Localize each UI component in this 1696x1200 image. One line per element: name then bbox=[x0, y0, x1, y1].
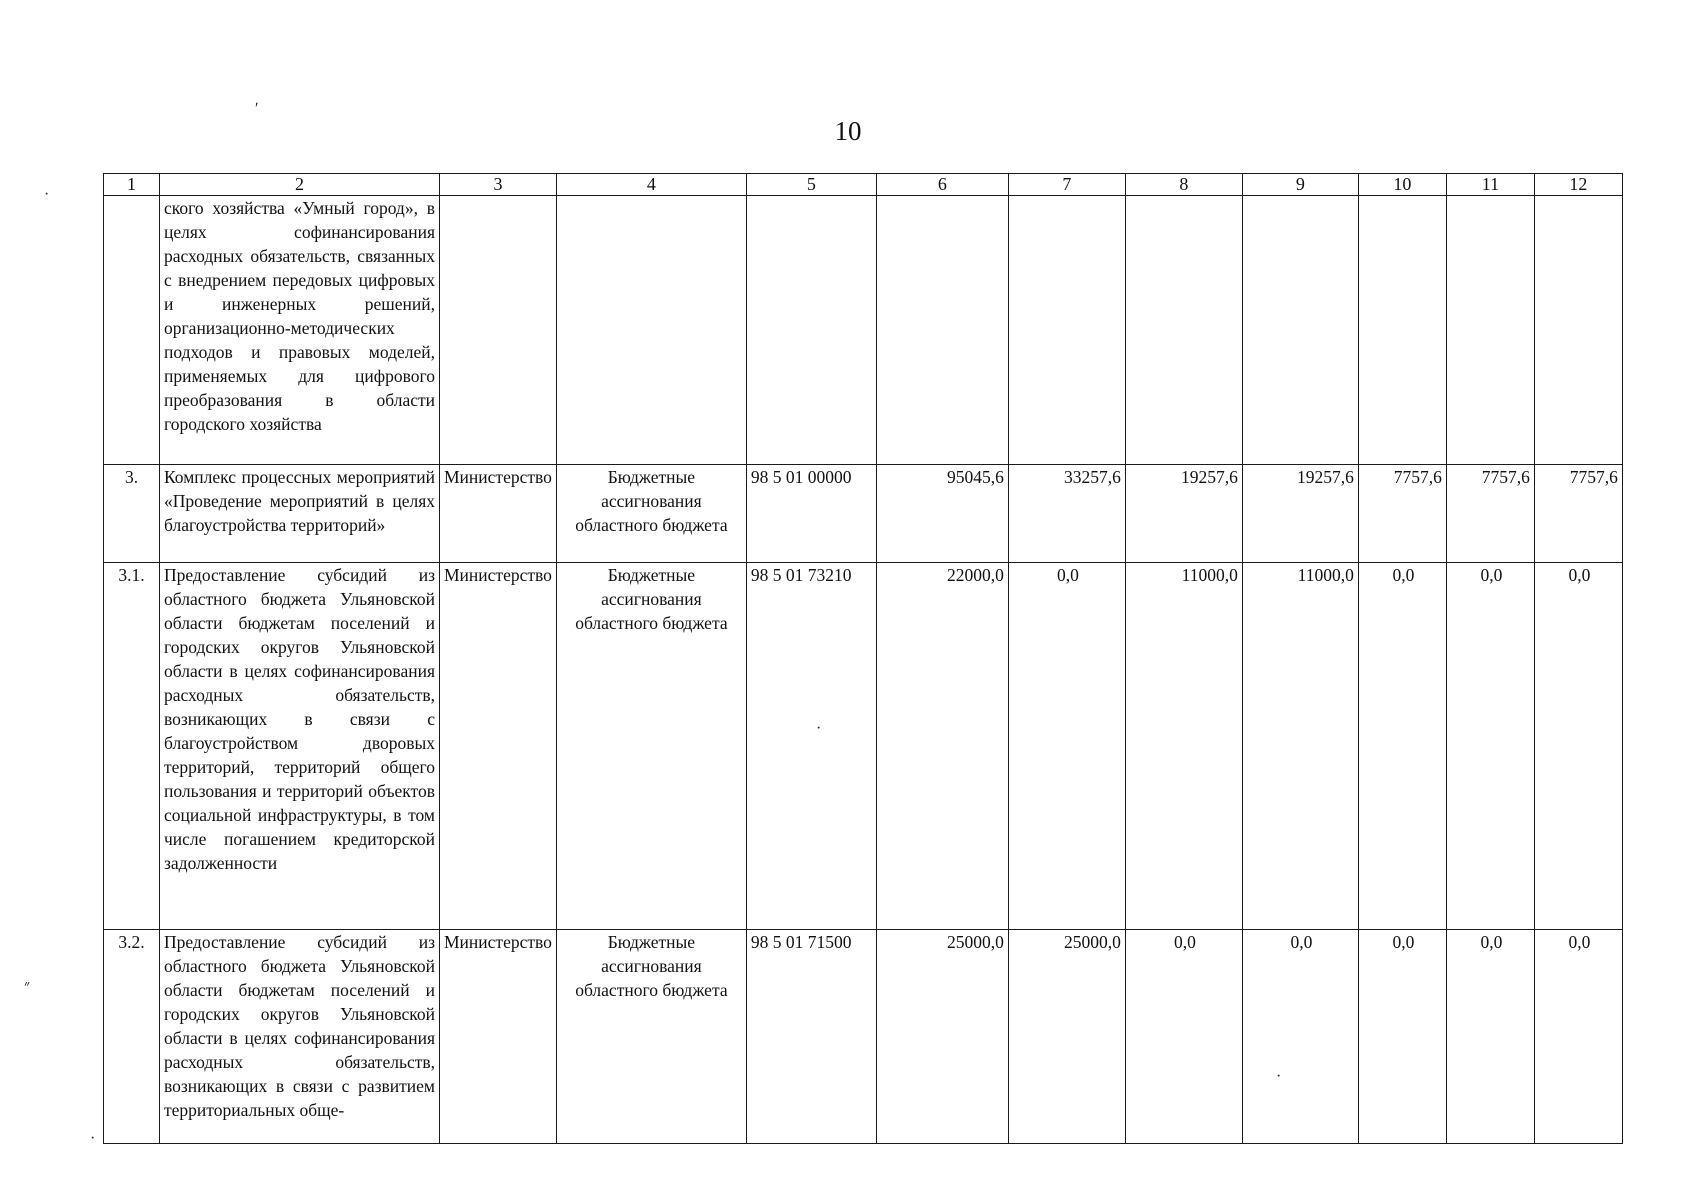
table-row bbox=[104, 465, 1623, 563]
row-value-col8 bbox=[1125, 196, 1242, 465]
row-value-col12: 0,0 bbox=[1534, 563, 1622, 930]
row-value-col9: 19257,6 bbox=[1242, 465, 1358, 563]
row-funding-source: Бюджетные ассигнования областного бюджета bbox=[556, 563, 746, 930]
row-value-col6: 25000,0 bbox=[876, 930, 1008, 1144]
row-executor: Министерство bbox=[440, 465, 557, 563]
row-value-col6: 95045,6 bbox=[876, 465, 1008, 563]
row-funding-source: Бюджетные ассигнования областного бюджета bbox=[556, 930, 746, 1144]
row-budget-code bbox=[746, 196, 876, 465]
row-value-col10 bbox=[1358, 196, 1446, 465]
col-header-10: 10 bbox=[1358, 174, 1446, 196]
row-value-col12: 0,0 bbox=[1534, 930, 1622, 1144]
row-number: 3.2. bbox=[104, 930, 160, 1144]
scan-speck: · bbox=[1276, 1068, 1282, 1085]
row-value-col7 bbox=[1008, 196, 1125, 465]
row-budget-code: 98 5 01 00000 bbox=[746, 465, 876, 563]
row-description: Предоставление субсидий из областного бюджета Ульяновской области бюджетам поселений и городских округов Ульяновской области в целях софинансирования расходных обязательств, возникающих в связи с развитием территориальных обще- bbox=[160, 930, 440, 1144]
row-description: ского хозяйства «Умный город», в целях софинансирования расходных обязательств, связанных с внедрением передовых цифровых и инженерных решений, организационно-методических подходов и правовых моделей, применяемых для цифрового преобразования в области городского хозяйства bbox=[160, 196, 440, 465]
row-value-col9: 11000,0 bbox=[1242, 563, 1358, 930]
col-header-3: 3 bbox=[440, 174, 557, 196]
row-description: Комплекс процессных мероприятий «Проведение мероприятий в целях благоустройства территорий» bbox=[160, 465, 440, 563]
row-value-col12 bbox=[1534, 196, 1622, 465]
row-executor: Министерство bbox=[440, 563, 557, 930]
row-number: 3. bbox=[104, 465, 160, 563]
row-value-col8: 19257,6 bbox=[1125, 465, 1242, 563]
row-value-col10: 0,0 bbox=[1358, 930, 1446, 1144]
row-value-col11: 7757,6 bbox=[1446, 465, 1534, 563]
col-header-12: 12 bbox=[1534, 174, 1622, 196]
table-row bbox=[104, 930, 1623, 1144]
row-funding-source: Бюджетные ассигнования областного бюджета bbox=[556, 465, 746, 563]
scan-speck: · bbox=[816, 720, 822, 737]
col-header-6: 6 bbox=[876, 174, 1008, 196]
row-executor: Министерство bbox=[440, 930, 557, 1144]
row-budget-code: 98 5 01 73210 bbox=[746, 563, 876, 930]
row-executor bbox=[440, 196, 557, 465]
row-value-col7: 25000,0 bbox=[1008, 930, 1125, 1144]
col-header-1: 1 bbox=[104, 174, 160, 196]
row-value-col12: 7757,6 bbox=[1534, 465, 1622, 563]
col-header-4: 4 bbox=[556, 174, 746, 196]
col-header-5: 5 bbox=[746, 174, 876, 196]
row-value-col6: 22000,0 bbox=[876, 563, 1008, 930]
row-value-col10: 0,0 bbox=[1358, 563, 1446, 930]
row-value-col7: 33257,6 bbox=[1008, 465, 1125, 563]
col-header-11: 11 bbox=[1446, 174, 1534, 196]
budget-table bbox=[103, 173, 1623, 1144]
column-number-row bbox=[104, 174, 1623, 196]
row-value-col11: 0,0 bbox=[1446, 563, 1534, 930]
row-value-col6 bbox=[876, 196, 1008, 465]
scan-speck: ״ bbox=[24, 978, 31, 995]
row-number: 3.1. bbox=[104, 563, 160, 930]
row-value-col10: 7757,6 bbox=[1358, 465, 1446, 563]
scan-speck: · bbox=[44, 186, 50, 203]
row-number bbox=[104, 196, 160, 465]
col-header-8: 8 bbox=[1125, 174, 1242, 196]
row-value-col11 bbox=[1446, 196, 1534, 465]
row-description: Предоставление субсидий из областного бюджета Ульяновской области бюджетам поселений и городских округов Ульяновской области в целях софинансирования расходных обязательств, возникающих в связи с благоустройством дворовых территорий, территорий общего пользования и территорий объектов социальной инфраструктуры, в том числе погашением кредиторской задолженности bbox=[160, 563, 440, 930]
row-value-col8: 11000,0 bbox=[1125, 563, 1242, 930]
row-value-col8: 0,0 bbox=[1125, 930, 1242, 1144]
table-row bbox=[104, 563, 1623, 930]
row-value-col7: 0,0 bbox=[1008, 563, 1125, 930]
row-funding-source bbox=[556, 196, 746, 465]
row-value-col11: 0,0 bbox=[1446, 930, 1534, 1144]
col-header-2: 2 bbox=[160, 174, 440, 196]
scan-speck: · bbox=[90, 1130, 96, 1147]
page-number: 10 bbox=[834, 116, 862, 146]
scan-speck: ʹ bbox=[255, 100, 259, 117]
row-value-col9 bbox=[1242, 196, 1358, 465]
col-header-9: 9 bbox=[1242, 174, 1358, 196]
table-row bbox=[104, 196, 1623, 465]
row-budget-code: 98 5 01 71500 bbox=[746, 930, 876, 1144]
row-value-col9: 0,0 bbox=[1242, 930, 1358, 1144]
col-header-7: 7 bbox=[1008, 174, 1125, 196]
